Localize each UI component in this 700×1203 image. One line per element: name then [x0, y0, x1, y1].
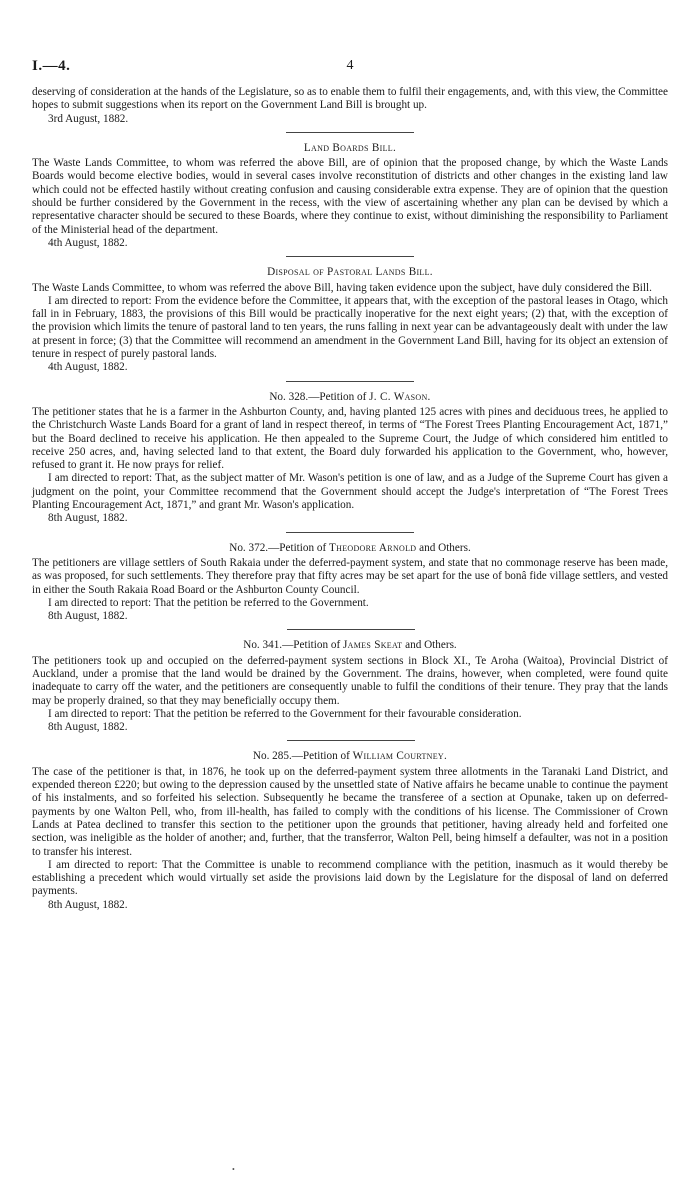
printer-mark: • [232, 1165, 235, 1174]
section-date: 4th August, 1882. [48, 236, 128, 249]
page-header [32, 58, 668, 78]
section-paragraph: The Waste Lands Committee, to whom was referred the above Bill, are of opinion that the proposed change, by which the Waste Lands Boards would become elective bodies, would in several cases involve reconstitution of districts and other changes in the existing land law which could not be effected hastily without creating confusion and causing considerable extra expense. They are of opinion that the question should be further considered by the Government in the recess, with the view of ascertaining whether any plan can be devised by which a representative character should be secured to these Boards, where they continue to exist, without diminishing the responsibility to Parliament of the Ministerial head of the department. [32, 157, 668, 236]
section-title-pastoral-lands-bill: Disposal of Pastoral Lands Bill. [267, 266, 433, 279]
page-number: 4 [346, 58, 354, 73]
section-paragraph: I am directed to report: That the petition be referred to the Government. [48, 596, 369, 609]
section-paragraph: The petitioners are village settlers of South Rakaia under the deferred-payment system, and state that no commonage reserve has been made, as was proposed, for such settlements. They therefore pray that fifty acres may be set apart for the use of bonâ fide village settlers, and vested in either the South Rakaia Road Board or the Ashburton County Council. [32, 556, 668, 596]
petitioner-name: James Skeat [343, 639, 403, 652]
section-divider [287, 740, 415, 741]
section-divider [286, 381, 414, 382]
section-paragraph: The petitioners took up and occupied on the deferred-payment system sections in Block XI., Te Aroha (Waitoa), Provincial District of Auckland, under a promise that the land would be drained by the Government. The drains, however, when completed, were found quite inadequate to carry off the water, and the petitioners are consequently unable to fulfil the conditions of their tenure. They pray that the lands may be properly drained, so that they may beneficially occupy them. [32, 654, 668, 707]
intro-paragraph: deserving of consideration at the hands of the Legislature, so as to enable them to fulfil their engagements, and, with this view, the Committee hopes to submit suggestions when its report on the Government Land Bill is brought up. [32, 86, 668, 112]
title-prefix: No. 341.—Petition of [243, 639, 344, 652]
section-title-petition-285 [32, 750, 668, 763]
petitioner-name: Theodore Arnold [329, 541, 417, 554]
petitioner-name: William Courtney. [352, 750, 448, 763]
section-paragraph: The case of the petitioner is that, in 1876, he took up on the deferred-payment system three allotments in the Taranaki Land District, and expended thereon £220; but owing to the depression caused by the unsettled state of Native affairs he became unable to continue the payment of his instalments, and so forfeited his selection. Subsequently he became the transferee of a section at Opunake, taken up on deferred-payments by one Walton Pell, who, from ill-health, has failed to comply with the conditions of his license. The Commissioner of Crown Lands at Patea declined to transfer this section to the petitioner upon the grounds that petitioner, having already held and forfeited one section, was ineligible as the holder of another; and, further, that the transferror, Walton Pell, being himself a defaulter, was not in a position to transfer his interest. [32, 765, 668, 858]
section-paragraph: The petitioner states that he is a farmer in the Ashburton County, and, having planted 125 acres with pines and deciduous trees, he applied to the Christchurch Waste Lands Board for a grant of land in respect thereof, in terms of “The Forest Trees Planting Encouragement Act, 1871,” but the Board declined to receive his application. He then appealed to the Supreme Court, the Judge of which considered him entitled to receive 250 acres, and, having selected land to that extent, the Board duly forwarded his application to the Government, who, however, refused to grant it. He now prays for relief. [32, 405, 668, 472]
section-title-petition-372 [32, 542, 668, 555]
document-body [32, 86, 668, 912]
title-prefix: No. 372.—Petition of [229, 541, 329, 554]
section-paragraph: I am directed to report: That the petition be referred to the Government for their favourable consideration. [48, 707, 522, 720]
section-date: 8th August, 1882. [48, 512, 128, 525]
document-reference: I.—4. [32, 58, 71, 74]
section-title-petition-341 [32, 639, 668, 652]
section-paragraph: I am directed to report: That the Committee is unable to recommend compliance with the petition, inasmuch as it would thereby be establishing a precedent which would virtually set aside the provisions laid down by the Legislature for the disposal of land on deferred payments. [32, 858, 668, 898]
title-suffix: and Others. [416, 541, 471, 554]
section-date: 8th August, 1882. [48, 721, 128, 734]
section-date: 4th August, 1882. [48, 361, 128, 374]
section-paragraph: The Waste Lands Committee, to whom was referred the above Bill, having taken evidence upon the subject, have duly considered the Bill. [32, 281, 652, 294]
title-suffix: and Others. [402, 639, 457, 652]
section-divider [286, 256, 414, 257]
section-date: 8th August, 1882. [48, 610, 128, 623]
title-prefix: No. 328.—Petition of [269, 390, 370, 403]
section-title-petition-328 [32, 391, 668, 404]
section-date: 8th August, 1882. [48, 898, 128, 911]
section-divider [286, 532, 414, 533]
title-prefix: No. 285.—Petition of [252, 750, 353, 763]
petitioner-name: J. C. Wason. [369, 390, 431, 403]
section-title-land-boards-bill: Land Boards Bill. [303, 141, 397, 154]
section-paragraph: I am directed to report: That, as the subject matter of Mr. Wason's petition is one of law, and as a Judge of the Supreme Court has given a judgment on the point, your Committee recommend that the Government should accept the Judge's interpretation of “The Forest Trees Planting Encouragement Act, 1871,” and grant Mr. Wason's application. [32, 472, 668, 512]
section-divider [287, 629, 415, 630]
section-divider [286, 132, 414, 133]
intro-date: 3rd August, 1882. [48, 112, 129, 125]
section-paragraph: I am directed to report: From the evidence before the Committee, it appears that, with the exception of the pastoral leases in Otago, which fall in in February, 1883, the provisions of this Bill would be practically inoperative for the next eight years; (2) that, with the exception of the provision which limits the tenure of pastoral land to ten years, the runs falling in next year can be advantageously dealt with under the law at present in force; (3) that the Committee will recommend an amendment in the Government Land Bill, having for its object an extension of tenure in respect of purely pastoral lands. [32, 294, 668, 361]
